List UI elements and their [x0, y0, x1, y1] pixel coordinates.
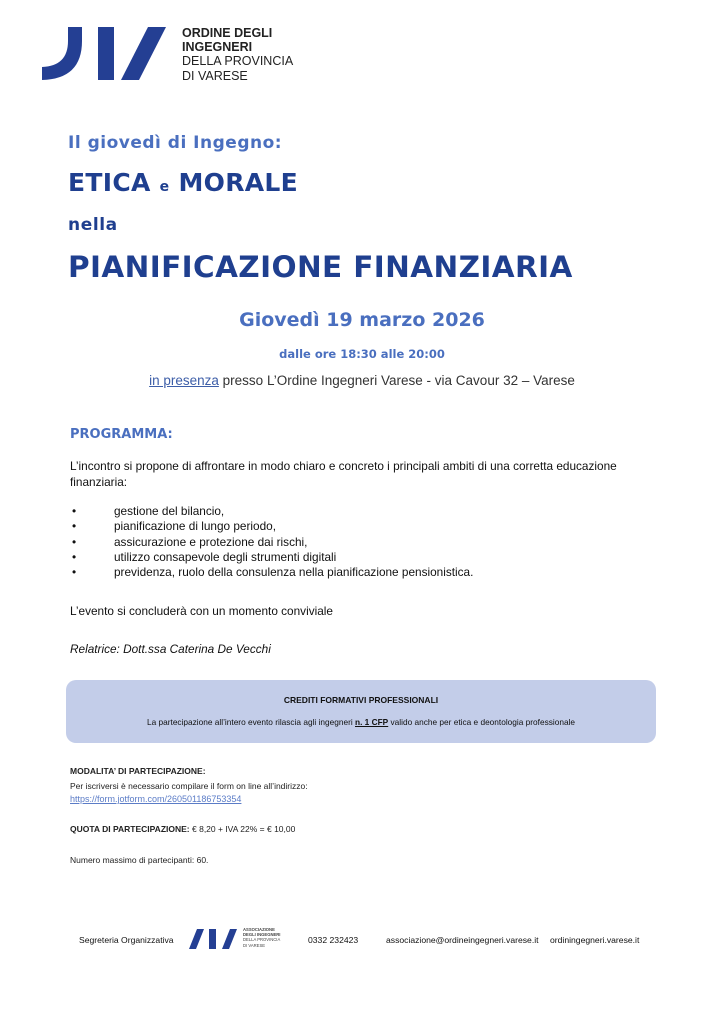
logo-line: ORDINE DEGLI [182, 26, 273, 40]
title-etica-morale [68, 168, 298, 197]
list-item: • gestione del bilancio, [70, 503, 473, 518]
event-location [0, 373, 724, 388]
footer-website[interactable]: ordiningegneri.varese.it [550, 935, 640, 945]
ordine-logo-text [182, 26, 293, 83]
in-presenza-link[interactable]: in presenza [149, 373, 219, 388]
closing-text: L’evento si concluderà con un momento conviviale [70, 604, 333, 618]
list-item: • utilizzo consapevole degli strumenti digitali [70, 549, 473, 564]
credits-box [66, 680, 656, 743]
logo-line: DEGLI INGEGNERI [243, 932, 281, 938]
cfp-count: n. 1 CFP [355, 717, 389, 727]
title-etica: ETICA [68, 168, 151, 197]
modalita-heading: MODALITA’ DI PARTECIPAZIONE: [70, 766, 206, 776]
credits-text-before: La partecipazione all’intero evento rilascia agli ingegneri [146, 717, 355, 727]
event-date: Giovedì 19 marzo 2026 [239, 309, 485, 331]
registration-link[interactable]: https://form.jotform.com/260501186753354 [70, 794, 242, 804]
footer-email[interactable]: associazione@ordineingegneri.varese.it [386, 935, 539, 945]
list-item: • previdenza, ruolo della consulenza nella pianificazione pensionistica. [70, 564, 473, 579]
footer-segreteria: Segreteria Organizzativa [79, 935, 174, 945]
logo-line: DI VARESE [243, 942, 266, 948]
main-title: PIANIFICAZIONE FINANZIARIA [68, 250, 573, 284]
logo-line: ASSOCIAZIONE [243, 927, 275, 932]
title-e: e [159, 179, 170, 195]
speaker: Relatrice: Dott.ssa Caterina De Vecchi [70, 642, 271, 656]
programma-list [70, 503, 473, 579]
list-item: • pianificazione di lungo periodo, [70, 518, 473, 533]
series-title: Il giovedì di Ingegno: [68, 133, 283, 153]
footer-phone[interactable]: 0332 232423 [308, 935, 359, 945]
event-time: dalle ore 18:30 alle 20:00 [279, 347, 445, 361]
ordine-logo-mark [40, 27, 170, 81]
quota [70, 823, 295, 836]
modalita-text: Per iscriversi è necessario compilare il form on line all’indirizzo: [70, 781, 308, 791]
quota-value: € 8,20 + IVA 22% = € 10,00 [189, 824, 296, 834]
programma-intro: L’incontro si propone di affrontare in modo chiaro e concreto i principali ambiti di una corretta educazione finanziaria: [70, 459, 617, 489]
title-morale: MORALE [178, 168, 299, 197]
list-item: • assicurazione e protezione dai rischi, [70, 534, 473, 549]
programma-heading: PROGRAMMA: [70, 427, 173, 442]
logo-line: INGEGNERI [182, 40, 253, 55]
title-nella: nella [68, 215, 118, 235]
associazione-logo-text [243, 927, 280, 948]
max-participants: Numero massimo di partecipanti: 60. [70, 855, 209, 865]
credits-title: CREDITI FORMATIVI PROFESSIONALI [283, 695, 439, 705]
location-text: presso L’Ordine Ingegneri Varese - via Cavour 32 – Varese [218, 373, 575, 388]
quota-label: QUOTA DI PARTECIPAZIONE: [70, 824, 190, 834]
credits-text-after: valido anche per etica e deontologia professionale [388, 717, 576, 727]
logo-line: DELLA PROVINCIA [243, 937, 281, 943]
logo-line: DELLA PROVINCIA [182, 54, 294, 69]
credits-text [66, 717, 656, 727]
logo-line: DI VARESE [182, 68, 248, 83]
